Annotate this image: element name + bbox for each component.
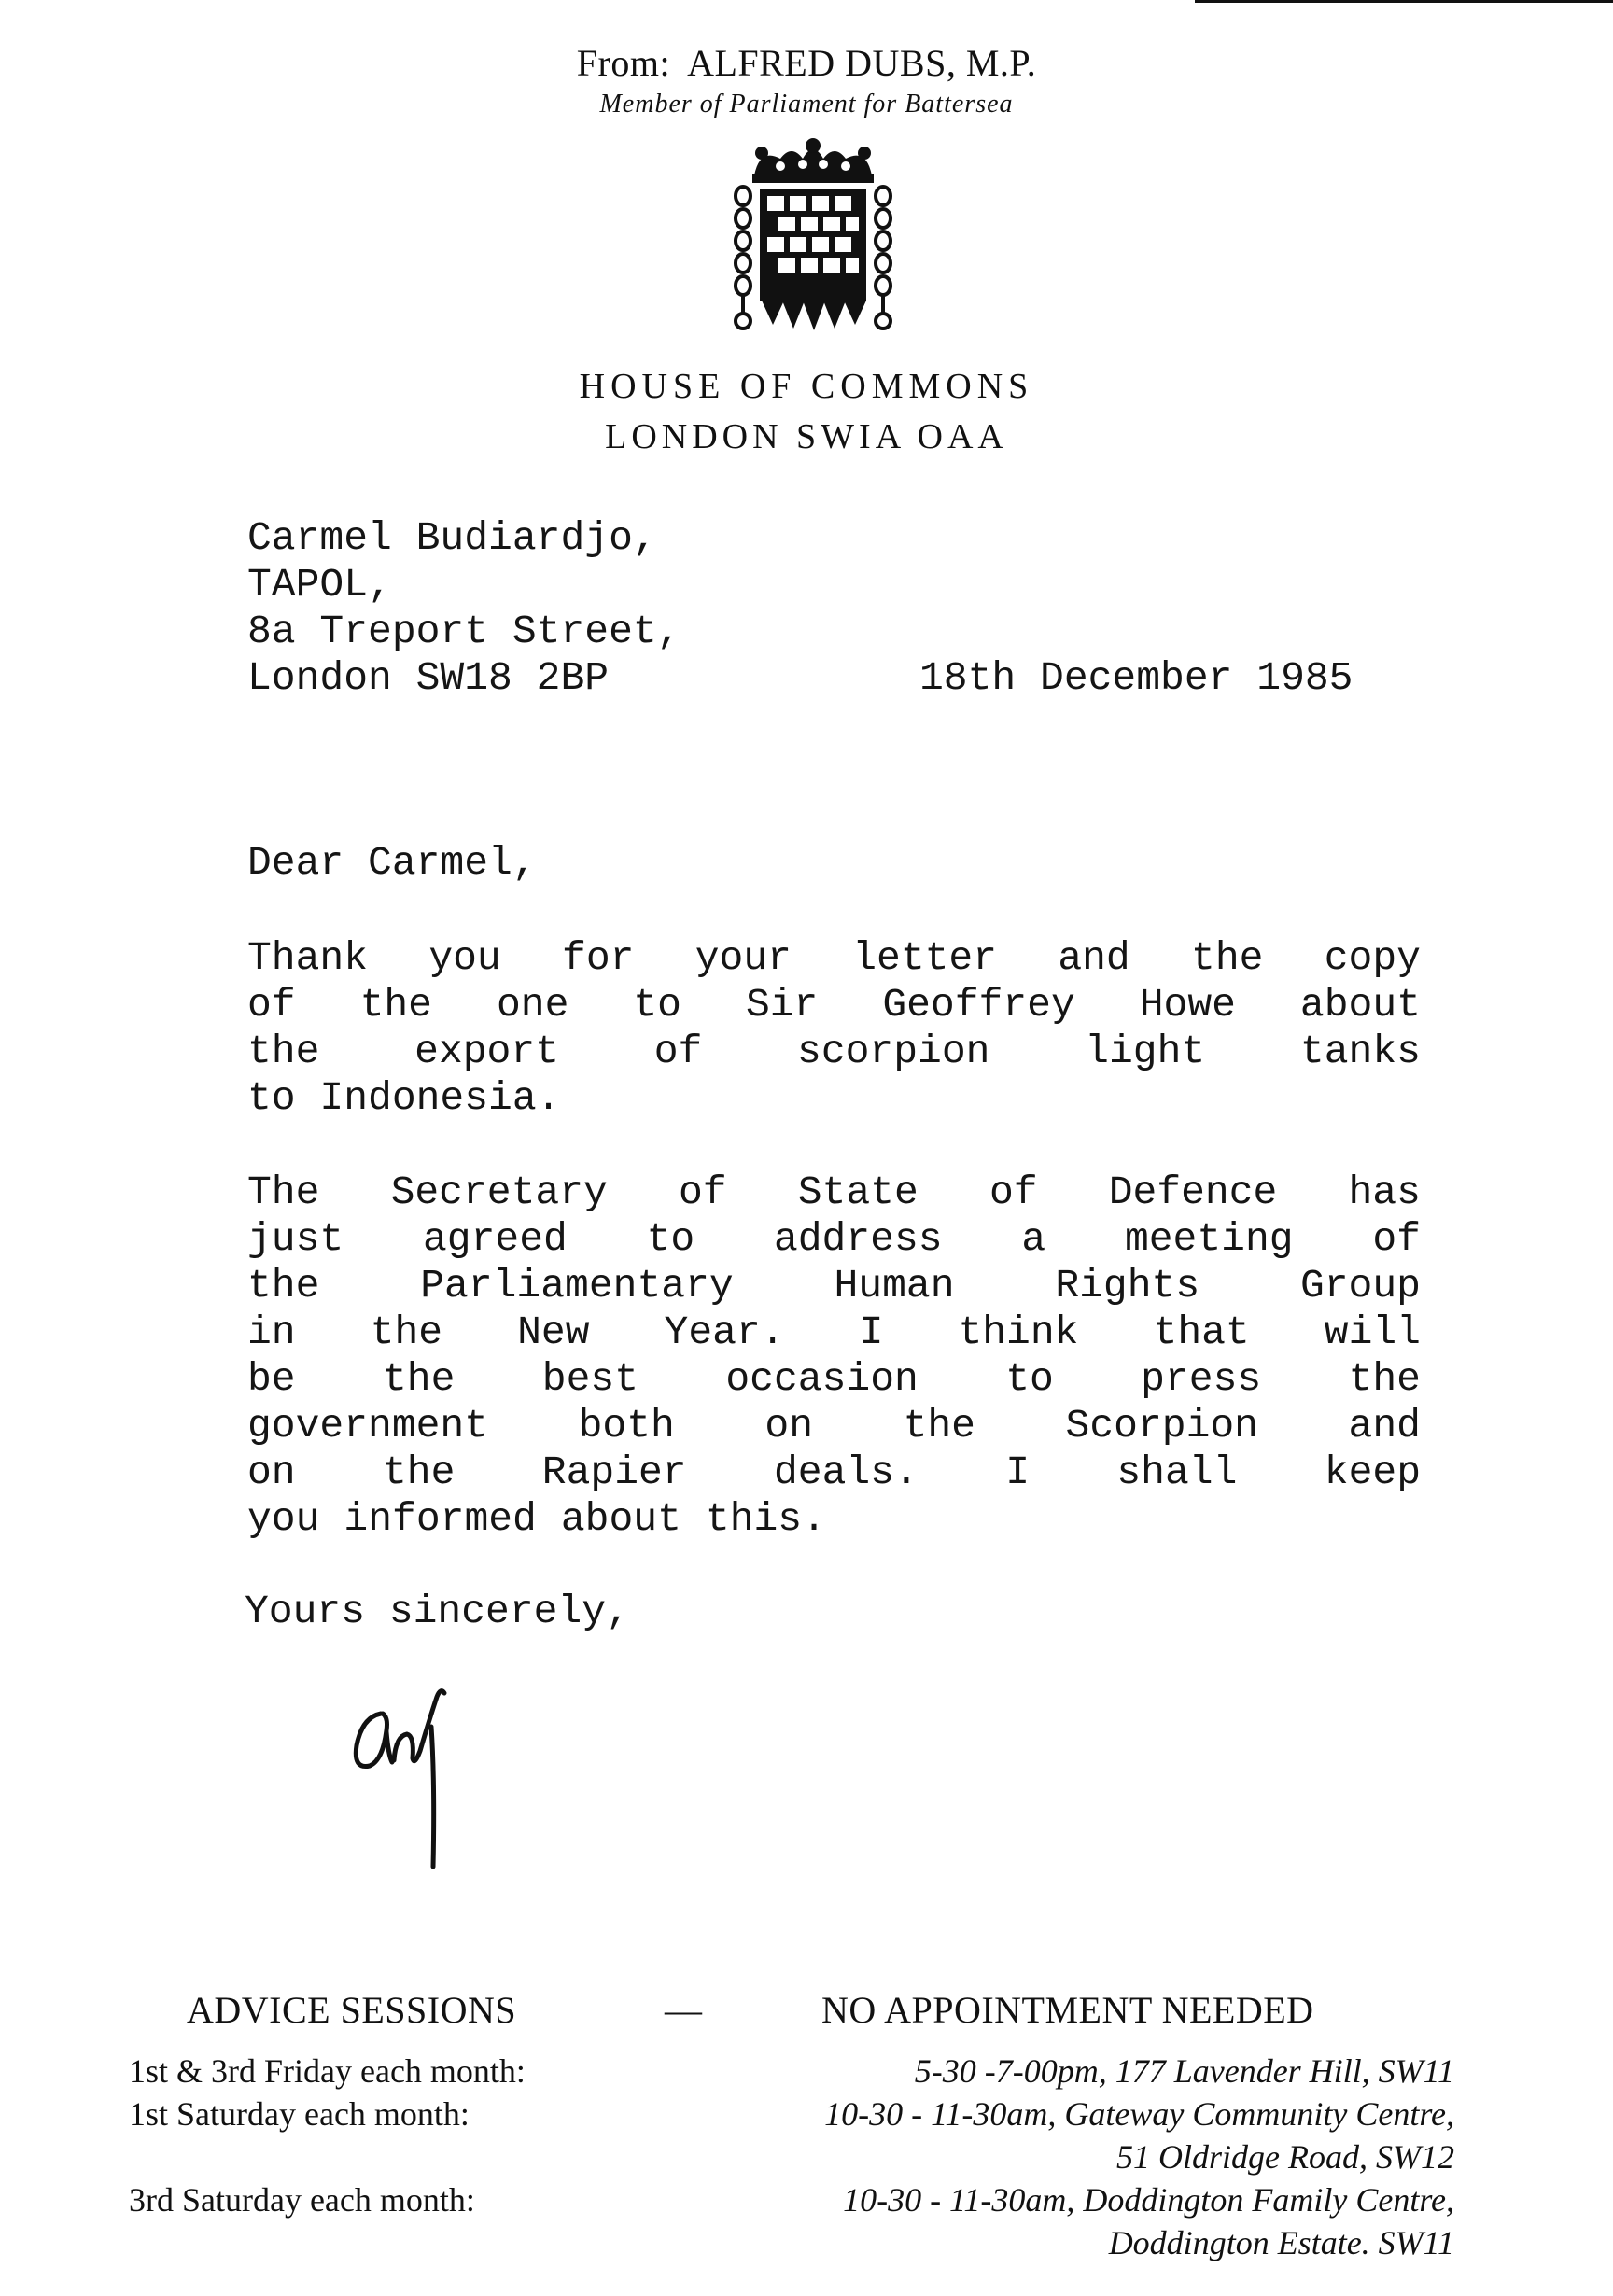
word: keep <box>1324 1449 1421 1495</box>
word: Scorpion <box>1065 1403 1258 1449</box>
word: the <box>382 1356 456 1402</box>
word: you <box>428 935 501 981</box>
word: Human <box>834 1263 955 1309</box>
letter-date: 18th December 1985 <box>919 655 1354 701</box>
paragraph-1 <box>247 935 1421 1122</box>
word: State <box>797 1169 919 1215</box>
session-where: Doddington Estate. SW11 <box>1108 2224 1454 2261</box>
p2-line-5 <box>247 1356 1421 1403</box>
session-row-2 <box>0 2094 1613 2137</box>
word: light <box>1085 1029 1206 1074</box>
word: this. <box>705 1496 826 1542</box>
session-where: 10-30 - 11-30am, Gateway Community Centre, <box>824 2095 1454 2133</box>
p2-line-1 <box>247 1169 1421 1216</box>
word: letter <box>852 935 998 981</box>
p2-line-7 <box>247 1449 1421 1496</box>
word: your <box>694 935 792 981</box>
word: Rights <box>1055 1263 1200 1309</box>
word: Thank <box>247 935 369 981</box>
session-where: 51 Oldridge Road, SW12 <box>1116 2138 1454 2176</box>
word: both <box>578 1403 675 1449</box>
word: Group <box>1299 1263 1421 1309</box>
signature <box>345 1680 467 1876</box>
word: be <box>247 1356 296 1402</box>
p2-line-2 <box>247 1216 1421 1263</box>
word: of <box>989 1169 1038 1215</box>
top-edge-rule <box>1195 0 1613 3</box>
sender-name: ALFRED DUBS, M.P. <box>687 42 1037 84</box>
word: the <box>903 1403 975 1449</box>
word: to <box>1005 1356 1054 1402</box>
word: to <box>646 1216 695 1262</box>
word: the <box>1191 935 1264 981</box>
word: shall <box>1116 1449 1238 1495</box>
word: will <box>1324 1309 1421 1355</box>
word: Secretary <box>390 1169 608 1215</box>
word: Defence <box>1108 1169 1278 1215</box>
word: informed <box>344 1496 537 1542</box>
word: best <box>541 1356 638 1402</box>
word: of <box>247 982 296 1028</box>
word: New <box>517 1309 590 1355</box>
session-row-2-cont <box>0 2137 1613 2180</box>
p1-line-3 <box>247 1029 1421 1075</box>
word: of <box>1372 1216 1421 1262</box>
word: about <box>1299 982 1421 1028</box>
paragraph-2 <box>247 1169 1421 1543</box>
word: copy <box>1324 935 1421 981</box>
word: Sir <box>745 982 819 1028</box>
word: occasion <box>725 1356 919 1402</box>
word: on <box>764 1403 813 1449</box>
p2-line-8 <box>247 1496 1421 1543</box>
session-row-1 <box>0 2051 1613 2094</box>
word: the <box>247 1263 320 1309</box>
word: think <box>958 1309 1079 1355</box>
house-address: LONDON SWIA OAA <box>605 417 1008 456</box>
word: Year. <box>664 1309 785 1355</box>
session-when: 1st Saturday each month: <box>129 2095 470 2133</box>
line-text: to Indonesia. <box>247 1075 561 1121</box>
word: for <box>562 935 635 981</box>
word: Howe <box>1139 982 1236 1028</box>
word: in <box>247 1309 296 1355</box>
recipient-name: Carmel Budiardjo, <box>247 515 657 561</box>
constituency-line: Member of Parliament for Battersea <box>599 90 1014 119</box>
session-row-3-cont <box>0 2223 1613 2266</box>
p2-line-4 <box>247 1309 1421 1356</box>
word: the <box>1348 1356 1421 1402</box>
session-where: 10-30 - 11-30am, Doddington Family Centre, <box>843 2181 1454 2219</box>
word: of <box>678 1169 727 1215</box>
word: press <box>1141 1356 1262 1402</box>
recipient-city: London SW18 2BP <box>247 655 610 701</box>
session-when: 1st & 3rd Friday each month: <box>129 2052 526 2090</box>
word: the <box>382 1449 456 1495</box>
word: deals. <box>773 1449 919 1495</box>
word: export <box>414 1029 559 1074</box>
portcullis-icon <box>724 138 902 336</box>
p1-line-4 <box>247 1075 1421 1122</box>
word: about <box>560 1496 681 1542</box>
word: that <box>1153 1309 1250 1355</box>
word: a <box>1021 1216 1046 1262</box>
word: tanks <box>1299 1029 1421 1074</box>
word: meeting <box>1124 1216 1294 1262</box>
word: of <box>653 1029 703 1074</box>
session-row-3 <box>0 2180 1613 2223</box>
word: Parliamentary <box>420 1263 734 1309</box>
p1-line-2 <box>247 982 1421 1029</box>
word: has <box>1348 1169 1421 1215</box>
word: the <box>370 1309 443 1355</box>
word: on <box>247 1449 296 1495</box>
session-where: 5-30 -7-00pm, 177 Lavender Hill, SW11 <box>914 2052 1454 2090</box>
salutation: Dear Carmel, <box>247 840 537 886</box>
word: agreed <box>422 1216 568 1262</box>
word: The <box>247 1169 320 1215</box>
word: Rapier <box>541 1449 687 1495</box>
recipient-street: 8a Treport Street, <box>247 609 681 654</box>
advice-sessions-title: ADVICE SESSIONS <box>187 1989 517 2031</box>
word: and <box>1348 1403 1421 1449</box>
word: you <box>247 1496 320 1542</box>
word: Geoffrey <box>882 982 1075 1028</box>
word: and <box>1058 935 1130 981</box>
recipient-address <box>247 515 680 702</box>
no-appointment-note: NO APPOINTMENT NEEDED <box>821 1989 1314 2031</box>
word: address <box>773 1216 943 1262</box>
word: the <box>247 1029 320 1074</box>
recipient-org: TAPOL, <box>247 562 392 608</box>
session-when: 3rd Saturday each month: <box>129 2181 475 2219</box>
word: to <box>633 982 681 1028</box>
word: government <box>247 1403 489 1449</box>
word: I <box>1005 1449 1030 1495</box>
p2-line-6 <box>247 1403 1421 1449</box>
word: just <box>247 1216 344 1262</box>
word: one <box>496 982 569 1028</box>
closing: Yours sincerely, <box>245 1589 630 1634</box>
word: the <box>359 982 432 1028</box>
house-of-commons: HOUSE OF COMMONS <box>579 367 1034 406</box>
letterhead-from <box>0 41 1613 85</box>
from-label: From: <box>576 42 671 84</box>
heading-dash: — <box>665 1989 703 2031</box>
p1-line-1 <box>247 935 1421 982</box>
word: scorpion <box>797 1029 990 1074</box>
word: I <box>859 1309 884 1355</box>
p2-line-3 <box>247 1263 1421 1309</box>
